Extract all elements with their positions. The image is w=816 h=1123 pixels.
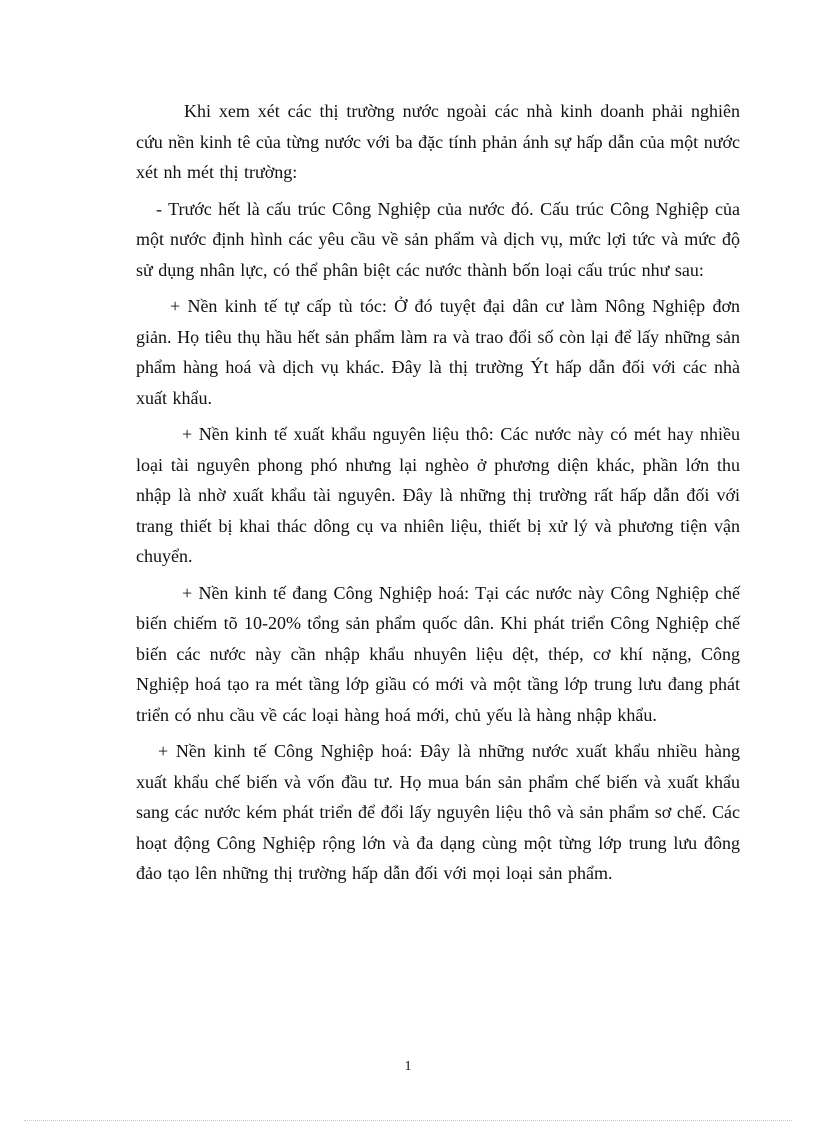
paragraph-intro: Khi xem xét các thị trường nước ngoài các nhà kinh doanh phải nghiên cứu nền kinh tê của từng nước với ba đặc tính phản ánh sự hấp dẫn của một nước xét nh mét thị trường: xyxy=(136,101,740,182)
paragraph-subsistence-economy: + Nền kinh tế tự cấp tù tóc: Ở đó tuyệt đại dân cư làm Nông Nghiệp đơn giản. Họ tiêu thụ hầu hết sản phẩm làm ra và trao đổi số còn lại để lấy những sản phẩm hàng hoá và dịch vụ khác. Đây là thị trường Ýt hấp dẫn đối với các nhà xuất khẩu. xyxy=(136,296,740,408)
page-bottom-divider xyxy=(24,1120,792,1121)
paragraph-industrializing-economy: + Nền kinh tế đang Công Nghiệp hoá: Tại các nước này Công Nghiệp chế biến chiếm tõ 10-20% tổng sản phẩm quốc dân. Khi phát triển Công Nghiệp chế biến các nước này cần nhập khẩu nhuyên liệu dệt, thép, cơ khí nặng, Công Nghiệp hoá tạo ra mét tầng lớp giầu có mới và một tầng lớp trung lưu đang phát triển có nhu cầu về các loại hàng hoá mới, chủ yếu là hàng nhập khẩu. xyxy=(136,582,740,725)
paragraph-industrial-structure: - Trước hết là cấu trúc Công Nghiệp của nước đó. Cấu trúc Công Nghiệp của một nước định hình các yêu cầu về sản phẩm và dịch vụ, mức lợi tức và mức độ sử dụng nhân lực, có thể phân biệt các nước thành bốn loại cấu trúc như sau: xyxy=(136,198,740,280)
page-number: 1 xyxy=(404,1059,412,1074)
paragraph-industrialized-economy: + Nền kinh tế Công Nghiệp hoá: Đây là những nước xuất khẩu nhiều hàng xuất khẩu chế biến và vốn đầu tư. Họ mua bán sản phẩm chế biến và xuất khẩu sang các nước kém phát triển để đổi lấy nguyên liệu thô và sản phẩm sơ chế. Các hoạt động Công Nghiệp rộng lớn và đa dạng cùng một từng lớp trung lưu đông đảo tạo lên những thị trường hấp dẫn đối với mọi loại sản phẩm. xyxy=(136,741,740,883)
document-body xyxy=(136,96,740,895)
paragraph-raw-material-export-economy: + Nền kinh tế xuất khẩu nguyên liệu thô: Các nước này có mét hay nhiều loại tài nguyên phong phó nhưng lại nghèo ở phương diện khác, phần lớn thu nhập là nhờ xuất khẩu tài nguyên. Đây là những thị trường rất hấp dẫn đối với trang thiết bị khai thác dông cụ va nhiên liệu, thiết bị xử lý và phương tiện vận chuyển. xyxy=(136,424,740,566)
